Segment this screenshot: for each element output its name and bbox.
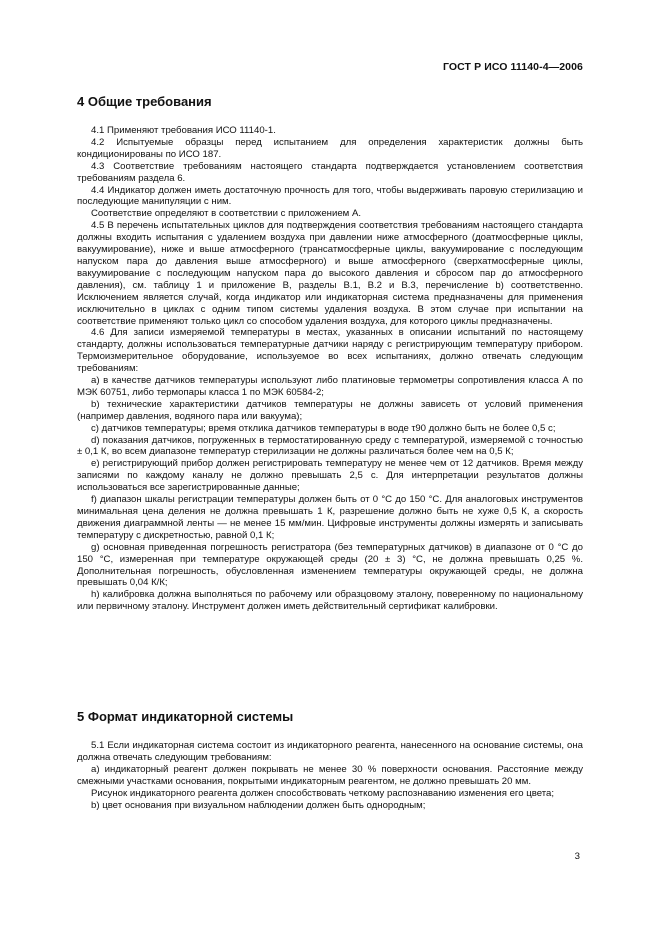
paragraph: 4.3 Соответствие требованиям настоящего стандарта подтверждается установлением соответствия требованиям раздела 6.	[77, 160, 583, 184]
list-item: c) датчиков температуры; время отклика датчиков температуры в воде τ90 должно быть не более 0,5 с;	[91, 422, 556, 434]
paragraph: 4.1 Применяют требования ИСО 11140-1.	[91, 125, 276, 136]
list-item: b) технические характеристики датчиков температуры не должны зависеть от условий применения (например давления, водяного пара или вакуума);	[77, 398, 583, 422]
paragraph: 5.1 Если индикаторная система состоит из индикаторного реагента, нанесенного на основание системы, она должна отвечать следующим требованиям:	[77, 740, 583, 763]
list-item: e) регистрирующий прибор должен регистрировать температуру не менее чем от 12 датчиков. Время между записями по каждому каналу не должно превышать 2,5 с. Для интерпретации результатов должны использоваться все зарегистрированные данные;	[77, 458, 583, 494]
list-item: a) в качестве датчиков температуры используют либо платиновые термометры сопротивления класса А по МЭК 60751, либо термопары класса 1 по МЭК 60584-2;	[77, 375, 583, 398]
section-5-body	[77, 740, 583, 811]
list-item: h) калибровка должна выполняться по рабочему или образцовому эталону, поверенному по национальному или первичному эталону. Инструмент должен иметь действительный сертификат калибровки.	[77, 589, 583, 613]
paragraph: 4.6 Для записи измеряемой температуры в местах, указанных в описании испытаний по настоящему стандарту, должны использоваться температурные датчики наряду с регистрирующим температуру прибором. Термоизмерительное оборудование, используемое во всех испытаниях, должно отвечать следующим требованиям:	[77, 327, 583, 375]
list-item: f) диапазон шкалы регистрации температуры должен быть от 0 °С до 150 °С. Для аналоговых инструментов минимальная цена деления не должна превышать 1 К, разрешение должно быть не хуже 0,5 К, а скорость движения диаграммной ленты — не менее 15 мм/мин. Цифровые инструменты должны измерять и записывать температуру с дискретностью, равной 0,1 К;	[77, 494, 583, 541]
paragraph: 4.4 Индикатор должен иметь достаточную прочность для того, чтобы выдерживать паровую стерилизацию и последующие манипуляции с ним.	[77, 184, 583, 208]
page-number: 3	[574, 851, 580, 862]
paragraph: Соответствие определяют в соответствии с приложением А.	[91, 208, 362, 220]
list-item: a) индикаторный реагент должен покрывать не менее 30 % поверхности основания. Расстояние между смежными участками основания, покрытыми индикаторным реагентом, не должно превышать 20 мм.	[77, 763, 583, 787]
document-standard-id: ГОСТ Р ИСО 11140-4—2006	[442, 61, 583, 73]
section-4-title: 4 Общие требования	[77, 94, 212, 109]
list-item: g) основная приведенная погрешность регистратора (без температурных датчиков) в диапазоне от 0 °С до 150 °С, измеренная при температуре окружающей среды (20 ± 3) °С, не должна превышать 0,25 %. Дополнительная погрешность, обусловленная изменением температуры окружающей среды, не должна превышать 0,04 К/К;	[77, 541, 583, 589]
section-5-title: 5 Формат индикаторной системы	[77, 709, 294, 724]
paragraph: Рисунок индикаторного реагента должен способствовать четкому распознаванию изменения его цвета;	[91, 787, 555, 799]
paragraph: 4.2 Испытуемые образцы перед испытанием для определения характеристик должны быть кондиционированы по ИСО 187.	[77, 136, 583, 160]
list-item: d) показания датчиков, погруженных в термостатированную среду с температурой, измеряемой с точностью ± 0,1 К, во всем диапазоне температур стерилизации не должны различаться более чем на 0,5 К;	[77, 434, 583, 458]
paragraph: 4.5 В перечень испытательных циклов для подтверждения соответствия требованиям настоящего стандарта должны входить испытания с удалением воздуха при давлении ниже атмосферного (доатмосферные циклы, вакуумирование), ниже и выше атмосферного (трансатмосферные циклы, вакуумирование с последующим напуском пара до давления выше атмосферного) и выше атмосферного (сверхатмосферные циклы, вакуумирование с последующим напуском пара до высокого давления и сбросом пар до атмосферного давления), см. таблицу 1 и приложение В, разделы В.1, В.2 и В.3, перечисление b) соответственно. Исключением является случай, когда индикатор или индикаторная система предназначены для применения исключительно в циклах с одним типом системы удаления воздуха. В этом случае при испытании на соответствие применяют только цикл со способом удаления воздуха, для которого циклы предназначены.	[77, 220, 583, 327]
list-item: b) цвет основания при визуальном наблюдении должен быть однородным;	[91, 799, 426, 811]
section-4-body	[77, 125, 583, 613]
